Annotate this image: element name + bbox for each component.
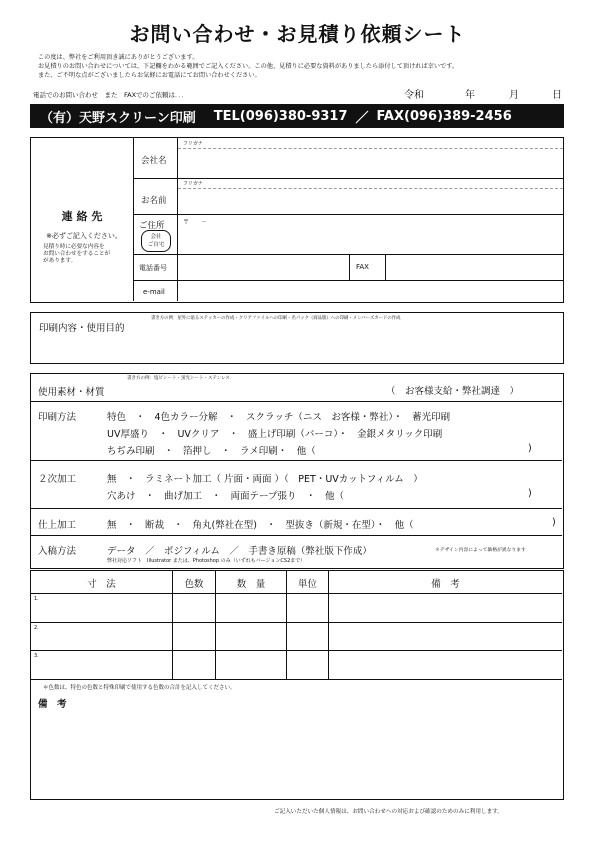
col-header-colors: 色数	[184, 579, 204, 590]
purpose-example: 書き方の例：屋外に貼るステッカーの作成・クリアファイルへの印刷・名パック（商品版）への印刷・メンバーズカードの作成	[151, 316, 401, 321]
company-label: 会社名	[141, 156, 167, 166]
print-method-options-3[interactable]: ちぢみ印刷 ・ 箔押し ・ ラメ印刷・ 他（	[107, 446, 316, 457]
intro-line: また、ご不明な点がございましたらお気軽にお電話にてお問い合わせください。	[38, 72, 261, 79]
contact-box	[30, 137, 564, 303]
contact-note	[43, 244, 110, 265]
submission-label: 入稿方法	[38, 546, 77, 557]
material-supply-options[interactable]: （ お客様支給・弊社調達 ）	[386, 386, 520, 397]
finishing-options[interactable]: 無 ・ 断裁 ・ 角丸(弊社在型) ・ 型抜き（新規・在型）・ 他（	[107, 520, 414, 531]
print-method-options-2[interactable]: UV厚盛り ・ UVクリア ・ 盛上げ印刷（バーコ）・ 金銀メタリック印刷	[107, 429, 443, 440]
intro-text	[38, 53, 458, 80]
privacy-footer: ご記入いただいた個人情報は、お問い合わせへの対応および確認のためのみに利用します。	[274, 809, 503, 815]
purpose-label: 印刷内容・使用目的	[39, 323, 125, 334]
contact-banner	[30, 104, 564, 128]
material-label: 使用素材・材質	[38, 387, 105, 398]
print-method-options-1[interactable]: 特色 ・ 4色カラー分解 ・ スクラッチ（ニス お客様・弊社）・ 蓄光印刷	[107, 412, 451, 423]
fax-label: FAX	[356, 263, 369, 271]
email-label: e-mail	[143, 288, 165, 296]
secondary-options-2[interactable]: 穴あけ ・ 曲げ加工 ・ 両面テープ張り ・ 他（	[107, 491, 345, 502]
finishing-close: )	[552, 517, 556, 528]
table-row-number: 3.	[34, 653, 39, 659]
email-field[interactable]	[181, 283, 559, 299]
submission-note: ＊デザイン内容によって価格が異なります	[435, 548, 526, 553]
table-footnote: ＊色数は、特色の色数と特殊印刷で使用する色数の合計を記入してください。	[43, 685, 236, 691]
col-header-remarks: 備 考	[431, 579, 460, 590]
contact-note-line: 見積り時に必要な内容を	[43, 244, 105, 250]
furigana-label: フリガナ	[183, 181, 203, 187]
contact-section-label: 連 絡 先	[61, 210, 103, 223]
intro-line: お見積りのお問い合わせについては、下記欄をわかる範囲でご記入ください。この他、見積りに必要な資料がありましたら添付して頂ければ幸いです。	[38, 63, 459, 70]
contact-note-line: お問い合わせをすることが	[43, 251, 111, 257]
address-type-company: 会社	[150, 234, 162, 240]
fax-field[interactable]	[389, 257, 559, 277]
form-title: お問い合わせ・お見積り依頼シート	[129, 22, 466, 46]
secondary-label: ２次加工	[38, 474, 77, 485]
table-row[interactable]	[41, 652, 169, 677]
address-type-home: ご自宅	[147, 242, 165, 248]
name-field[interactable]	[181, 191, 559, 211]
phone-field[interactable]	[181, 257, 345, 277]
date-year: 年	[465, 90, 475, 101]
company-field[interactable]	[181, 151, 559, 175]
date-era: 令和	[404, 90, 424, 101]
specs-box	[30, 570, 564, 800]
col-header-size: 寸 法	[87, 579, 116, 590]
purpose-field[interactable]	[35, 333, 559, 361]
secondary-close: )	[528, 488, 532, 499]
address-field[interactable]	[181, 226, 559, 250]
table-row-number: 1.	[34, 596, 39, 602]
banner-slash: ／	[355, 110, 369, 126]
submission-options[interactable]: データ ／ ポジフィルム ／ 手書き原稿（弊社版下作成）	[107, 546, 372, 557]
name-label: お名前	[141, 196, 167, 206]
postal-mark: 〒 －	[183, 219, 208, 226]
options-box	[30, 373, 564, 569]
col-header-quantity: 数 量	[236, 579, 266, 590]
table-row[interactable]	[41, 595, 169, 620]
banner-company: （有）天野スクリーン印刷	[40, 110, 196, 126]
purpose-box	[30, 312, 564, 364]
furigana-label: フリガナ	[183, 141, 203, 147]
banner-tel[interactable]: TEL(096)380-9317	[213, 108, 348, 124]
finishing-label: 仕上加工	[38, 520, 77, 531]
print-method-label: 印刷方法	[38, 412, 77, 423]
banner-fax: FAX(096)389-2456	[376, 108, 512, 124]
remarks-label: 備 考	[38, 699, 67, 710]
address-type-note	[141, 230, 171, 252]
address-label: ご住所	[139, 221, 165, 231]
table-row-number: 2.	[34, 625, 39, 631]
date-month: 月	[509, 90, 519, 101]
print-method-close: )	[528, 443, 532, 454]
contact-lead: 電話でのお問い合わせ また FAXでのご依頼は．．．	[33, 91, 189, 99]
table-row[interactable]	[41, 624, 169, 649]
contact-note-line: があります。	[43, 258, 77, 264]
remarks-field[interactable]	[35, 711, 559, 795]
secondary-options-1[interactable]: 無 ・ ラミネート加工（ 片面・両面 ）（ PET・UVカットフィルム ）	[107, 474, 423, 485]
phone-label: 電話番号	[139, 264, 167, 272]
material-example: 書き方の例：塩ビシート・蛍光シート・ステンレス	[127, 376, 230, 381]
date-day: 日	[552, 90, 562, 101]
col-header-unit: 単位	[297, 579, 317, 590]
software-note: 弊社対応ソフト Illustrator または、Photoshop のみ（いずれもバージョンCS2まで）	[107, 558, 306, 564]
required-note: ※必ずご記入ください。	[46, 232, 122, 240]
intro-line: この度は、弊社をご利用頂き誠にありがとうございます。	[38, 54, 199, 61]
